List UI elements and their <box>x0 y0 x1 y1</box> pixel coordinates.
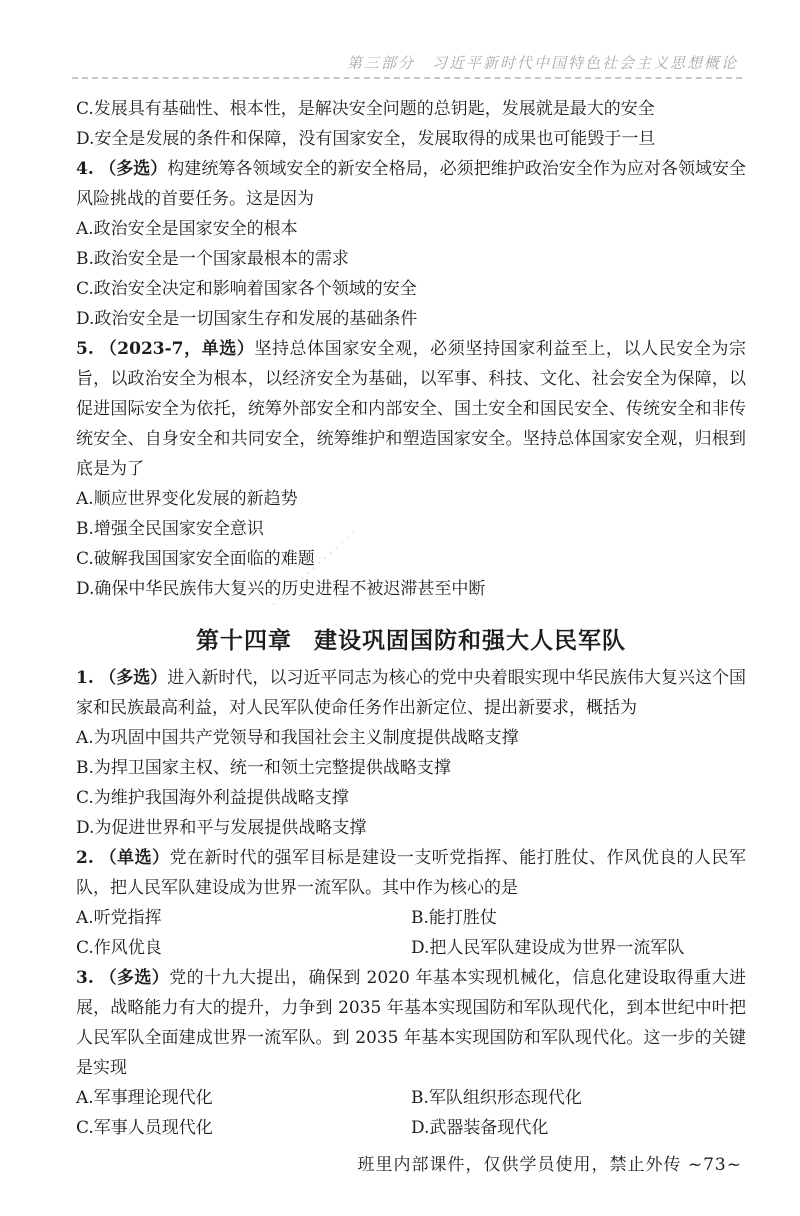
options-row <box>76 933 746 963</box>
option-b: B.军队组织形态现代化 <box>411 1088 582 1108</box>
question-type: （多选） <box>99 668 168 688</box>
question-number: 3. <box>76 968 94 988</box>
question-type: （2023-7，单选） <box>99 339 255 359</box>
options-row <box>76 1113 746 1143</box>
option-d: D.为促进世界和平与发展提供战略支撑 <box>76 818 367 838</box>
question-stem: 坚持总体国家安全观，必须坚持国家利益至上，以人民安全为宗旨，以政治安全为根本，以经济安全为基础，以军事、科技、文化、社会安全为保障，以促进国际安全为依托，统筹外部安全和内部安全、国土安全和国民安全、传统安全和非传统安全、自身安全和共同安全，统筹维护和塑造国家安全。坚持总体国家安全观，归根到底是为了 <box>76 339 747 479</box>
header-divider <box>72 77 742 79</box>
question-stem: 进入新时代，以习近平同志为核心的党中央着眼实现中华民族伟大复兴这个国家和民族最高利益，对人民军队使命任务作出新定位、提出新要求，概括为 <box>76 668 747 718</box>
option-a: A.为巩固中国共产党领导和我国社会主义制度提供战略支撑 <box>76 728 519 748</box>
question-number: 5. <box>76 339 94 359</box>
question-number: 4. <box>76 159 94 179</box>
option-c: C.作风优良 <box>76 938 162 958</box>
question-stem: 党的十九大提出，确保到 2020 年基本实现机械化，信息化建设取得重大进展，战略能力有大的提升，力争到 2035 年基本实现国防和军队现代化，到本世纪中叶把人民军队全面建成世界一流军队。到 2035 年基本实现国防和军队现代化。这一步的关键是实现 <box>76 968 747 1078</box>
page-content <box>76 94 746 1143</box>
question-number: 1. <box>76 668 94 688</box>
question-stem: 构建统筹各领域安全的新安全格局，必须把维护政治安全作为应对各领域安全风险挑战的首要任务。这是因为 <box>76 159 747 209</box>
option-b: B.增强全民国家安全意识 <box>76 519 264 539</box>
question-3 <box>76 963 746 1083</box>
chapter-heading <box>76 622 746 655</box>
option-a: A.军事理论现代化 <box>76 1088 213 1108</box>
option-c: C.破解我国国家安全面临的难题 <box>76 549 315 569</box>
option-a: A.听党指挥 <box>76 908 162 928</box>
option-b: B.为捍卫国家主权、统一和领土完整提供战略支撑 <box>76 758 451 778</box>
option-c: C.军事人员现代化 <box>76 1118 213 1138</box>
option-d: D.政治安全是一切国家生存和发展的基础条件 <box>76 309 418 329</box>
question-type: （多选） <box>99 159 168 179</box>
question-4 <box>76 154 746 214</box>
question-2 <box>76 843 746 903</box>
option-d: D.把人民军队建设成为世界一流军队 <box>411 938 685 958</box>
option-c: C.政治安全决定和影响着国家各个领域的安全 <box>76 279 417 299</box>
question-stem: 党在新时代的强军目标是建设一支听党指挥、能打胜仗、作风优良的人民军队，把人民军队建设成为世界一流军队。其中作为核心的是 <box>76 848 747 898</box>
chapter-title: 建设巩固国防和强大人民军队 <box>314 628 626 654</box>
watermark: · · · · · · · · · · · · · · · <box>268 525 360 611</box>
question-5 <box>76 334 746 484</box>
page-footer <box>0 1150 742 1175</box>
options-row <box>76 1083 746 1113</box>
option-line: D.安全是发展的条件和保障，没有国家安全，发展取得的成果也可能毁于一旦 <box>76 129 656 149</box>
option-c: C.为维护我国海外利益提供战略支撑 <box>76 788 349 808</box>
options-row <box>76 903 746 933</box>
option-b: B.政治安全是一个国家最根本的需求 <box>76 249 349 269</box>
running-header: 第三部分 习近平新时代中国特色社会主义思想概论 <box>346 54 738 72</box>
option-a: A.顺应世界变化发展的新趋势 <box>76 489 298 509</box>
question-type: （多选） <box>99 968 170 988</box>
option-d: D.武器装备现代化 <box>411 1118 549 1138</box>
option-line: C.发展具有基础性、根本性，是解决安全问题的总钥匙，发展就是最大的安全 <box>76 99 655 119</box>
page-number: ~73~ <box>687 1155 742 1175</box>
question-1 <box>76 663 746 723</box>
footer-notice: 班里内部课件，仅供学员使用，禁止外传 <box>357 1155 682 1175</box>
question-number: 2. <box>76 848 94 868</box>
chapter-number: 第十四章 <box>196 628 292 654</box>
option-d: D.确保中华民族伟大复兴的历史进程不被迟滞甚至中断 <box>76 579 486 599</box>
option-a: A.政治安全是国家安全的根本 <box>76 219 298 239</box>
question-type: （单选） <box>99 848 170 868</box>
option-b: B.能打胜仗 <box>411 908 497 928</box>
